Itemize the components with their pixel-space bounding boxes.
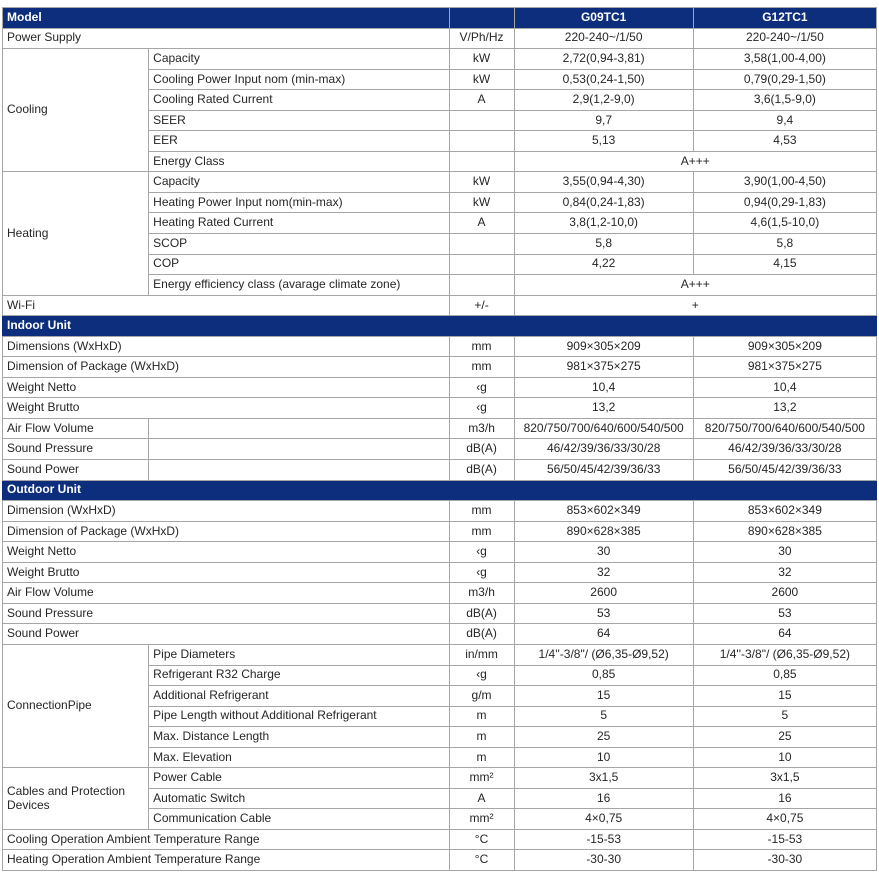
row-label-cell: Weight Netto bbox=[3, 542, 450, 563]
unit-cell: ‹g bbox=[449, 377, 514, 398]
value-cell-g09tc1: 9,7 bbox=[514, 110, 693, 131]
unit-cell: m bbox=[449, 747, 514, 768]
section-bar-label: Indoor Unit bbox=[3, 316, 877, 337]
value-cell-g12tc1: 4×0,75 bbox=[693, 809, 876, 830]
model-header-cell: Model bbox=[3, 8, 450, 29]
value-cell-g12tc1: 64 bbox=[693, 624, 876, 645]
value-cell-g12tc1: 0,79(0,29-1,50) bbox=[693, 69, 876, 90]
value-cell-g12tc1: 3,90(1,00-4,50) bbox=[693, 172, 876, 193]
table-row bbox=[3, 49, 877, 70]
value-cell-g09tc1: 32 bbox=[514, 562, 693, 583]
sub-label-cell: Power Cable bbox=[149, 768, 449, 789]
value-cell-g12tc1: 220-240~/1/50 bbox=[693, 28, 876, 49]
row-label-cell: Weight Brutto bbox=[3, 562, 450, 583]
value-cell-g12tc1: 1/4''-3/8"/ (Ø6,35-Ø9,52) bbox=[693, 644, 876, 665]
model-header-row bbox=[3, 8, 877, 29]
value-cell-g12tc1: 890×628×385 bbox=[693, 521, 876, 542]
value-cell-g12tc1: -30-30 bbox=[693, 850, 876, 871]
unit-cell: g/m bbox=[449, 686, 514, 707]
unit-cell: kW bbox=[449, 69, 514, 90]
unit-cell: ‹g bbox=[449, 542, 514, 563]
value-cell-g09tc1: 10,4 bbox=[514, 377, 693, 398]
merged-value-cell: A+++ bbox=[514, 275, 876, 296]
value-cell-g09tc1: 15 bbox=[514, 686, 693, 707]
value-cell-g09tc1: 0,85 bbox=[514, 665, 693, 686]
sub-label-cell: Automatic Switch bbox=[149, 788, 449, 809]
group-label-cell: Cooling bbox=[3, 49, 149, 172]
sub-label-cell: Capacity bbox=[149, 49, 449, 70]
unit-header-cell bbox=[449, 8, 514, 29]
value-cell-g09tc1: 25 bbox=[514, 727, 693, 748]
value-cell-g09tc1: 2,9(1,2-9,0) bbox=[514, 90, 693, 111]
sub-label-cell: SCOP bbox=[149, 234, 449, 255]
unit-cell: V/Ph/Hz bbox=[449, 28, 514, 49]
value-cell-g09tc1: 30 bbox=[514, 542, 693, 563]
row-label-cell: Air Flow Volume bbox=[3, 418, 149, 439]
unit-cell: mm² bbox=[449, 768, 514, 789]
unit-cell: A bbox=[449, 213, 514, 234]
sub-label-cell: Heating Power Input nom(min-max) bbox=[149, 192, 449, 213]
value-cell-g09tc1: 53 bbox=[514, 603, 693, 624]
unit-cell: A bbox=[449, 90, 514, 111]
empty-cell bbox=[149, 418, 449, 439]
value-cell-g09tc1: -15-53 bbox=[514, 829, 693, 850]
sub-label-cell: COP bbox=[149, 254, 449, 275]
value-cell-g09tc1: 1/4''-3/8"/ (Ø6,35-Ø9,52) bbox=[514, 644, 693, 665]
row-label-cell: Sound Power bbox=[3, 624, 450, 645]
merged-value-cell: A+++ bbox=[514, 151, 876, 172]
row-label-cell: Weight Brutto bbox=[3, 398, 450, 419]
sub-label-cell: Capacity bbox=[149, 172, 449, 193]
value-cell-g09tc1: 4,22 bbox=[514, 254, 693, 275]
table-row bbox=[3, 336, 877, 357]
row-label-cell: Dimensions (WxHxD) bbox=[3, 336, 450, 357]
spec-table-body bbox=[3, 8, 877, 871]
unit-cell: in/mm bbox=[449, 644, 514, 665]
table-row bbox=[3, 460, 877, 481]
row-label-cell: Power Supply bbox=[3, 28, 450, 49]
unit-cell: m bbox=[449, 706, 514, 727]
table-row bbox=[3, 644, 877, 665]
value-cell-g12tc1: 46/42/39/36/33/30/28 bbox=[693, 439, 876, 460]
sub-label-cell: Cooling Rated Current bbox=[149, 90, 449, 111]
unit-cell bbox=[449, 275, 514, 296]
row-label-cell: Sound Pressure bbox=[3, 439, 149, 460]
value-cell-g09tc1: 46/42/39/36/33/30/28 bbox=[514, 439, 693, 460]
unit-cell: °C bbox=[449, 850, 514, 871]
value-cell-g12tc1: 3,6(1,5-9,0) bbox=[693, 90, 876, 111]
value-cell-g09tc1: 2600 bbox=[514, 583, 693, 604]
sub-label-cell: Pipe Diameters bbox=[149, 644, 449, 665]
value-cell-g12tc1: 4,15 bbox=[693, 254, 876, 275]
value-cell-g12tc1: 15 bbox=[693, 686, 876, 707]
model-name-cell-2: G12TC1 bbox=[693, 8, 876, 29]
value-cell-g09tc1: 4×0,75 bbox=[514, 809, 693, 830]
unit-cell: mm bbox=[449, 336, 514, 357]
value-cell-g12tc1: 13,2 bbox=[693, 398, 876, 419]
value-cell-g12tc1: 4,53 bbox=[693, 131, 876, 152]
sub-label-cell: Cooling Power Input nom (min-max) bbox=[149, 69, 449, 90]
group-label-cell: ConnectionPipe bbox=[3, 644, 149, 767]
value-cell-g09tc1: 909×305×209 bbox=[514, 336, 693, 357]
table-row bbox=[3, 377, 877, 398]
value-cell-g12tc1: 0,85 bbox=[693, 665, 876, 686]
row-label-cell: Dimension of Package (WxHxD) bbox=[3, 357, 450, 378]
table-row bbox=[3, 768, 877, 789]
unit-cell: dB(A) bbox=[449, 460, 514, 481]
value-cell-g12tc1: 4,6(1,5-10,0) bbox=[693, 213, 876, 234]
row-label-cell: Dimension (WxHxD) bbox=[3, 501, 450, 522]
value-cell-g09tc1: -30-30 bbox=[514, 850, 693, 871]
table-row bbox=[3, 521, 877, 542]
table-row bbox=[3, 542, 877, 563]
unit-cell: +/- bbox=[449, 295, 514, 316]
table-row bbox=[3, 295, 877, 316]
sub-label-cell: Heating Rated Current bbox=[149, 213, 449, 234]
unit-cell bbox=[449, 234, 514, 255]
value-cell-g12tc1: 25 bbox=[693, 727, 876, 748]
unit-cell: dB(A) bbox=[449, 603, 514, 624]
row-label-cell: Sound Power bbox=[3, 460, 149, 481]
row-label-cell: Sound Pressure bbox=[3, 603, 450, 624]
value-cell-g09tc1: 220-240~/1/50 bbox=[514, 28, 693, 49]
sub-label-cell: Energy Class bbox=[149, 151, 449, 172]
group-label-cell: Cables and Protection Devices bbox=[3, 768, 149, 830]
table-row bbox=[3, 357, 877, 378]
unit-cell: mm bbox=[449, 501, 514, 522]
row-label-cell: Wi-Fi bbox=[3, 295, 450, 316]
value-cell-g09tc1: 890×628×385 bbox=[514, 521, 693, 542]
table-row bbox=[3, 398, 877, 419]
value-cell-g09tc1: 56/50/45/42/39/36/33 bbox=[514, 460, 693, 481]
value-cell-g12tc1: 16 bbox=[693, 788, 876, 809]
value-cell-g09tc1: 3,55(0,94-4,30) bbox=[514, 172, 693, 193]
unit-cell bbox=[449, 151, 514, 172]
sub-label-cell: Refrigerant R32 Charge bbox=[149, 665, 449, 686]
row-label-cell: Heating Operation Ambient Temperature Range bbox=[3, 850, 450, 871]
unit-cell: dB(A) bbox=[449, 439, 514, 460]
value-cell-g09tc1: 853×602×349 bbox=[514, 501, 693, 522]
value-cell-g09tc1: 5,13 bbox=[514, 131, 693, 152]
unit-cell: m3/h bbox=[449, 583, 514, 604]
value-cell-g12tc1: 3x1,5 bbox=[693, 768, 876, 789]
table-row bbox=[3, 439, 877, 460]
table-row bbox=[3, 603, 877, 624]
value-cell-g09tc1: 2,72(0,94-3,81) bbox=[514, 49, 693, 70]
value-cell-g12tc1: 2600 bbox=[693, 583, 876, 604]
value-cell-g09tc1: 0,84(0,24-1,83) bbox=[514, 192, 693, 213]
value-cell-g12tc1: 32 bbox=[693, 562, 876, 583]
row-label-cell: Dimension of Package (WxHxD) bbox=[3, 521, 450, 542]
unit-cell: mm bbox=[449, 357, 514, 378]
empty-cell bbox=[149, 460, 449, 481]
empty-cell bbox=[149, 439, 449, 460]
value-cell-g12tc1: 10 bbox=[693, 747, 876, 768]
value-cell-g09tc1: 3,8(1,2-10,0) bbox=[514, 213, 693, 234]
table-row bbox=[3, 418, 877, 439]
table-row bbox=[3, 28, 877, 49]
unit-cell: A bbox=[449, 788, 514, 809]
unit-cell: kW bbox=[449, 192, 514, 213]
value-cell-g12tc1: 909×305×209 bbox=[693, 336, 876, 357]
merged-value-cell: + bbox=[514, 295, 876, 316]
spec-table bbox=[2, 7, 877, 871]
section-bar-label: Outdoor Unit bbox=[3, 480, 877, 501]
value-cell-g12tc1: 9,4 bbox=[693, 110, 876, 131]
table-row bbox=[3, 172, 877, 193]
table-row bbox=[3, 583, 877, 604]
row-label-cell: Air Flow Volume bbox=[3, 583, 450, 604]
value-cell-g09tc1: 5 bbox=[514, 706, 693, 727]
sub-label-cell: Pipe Length without Additional Refrigerant bbox=[149, 706, 449, 727]
sub-label-cell: Max. Distance Length bbox=[149, 727, 449, 748]
unit-cell: mm bbox=[449, 521, 514, 542]
value-cell-g12tc1: 820/750/700/640/600/540/500 bbox=[693, 418, 876, 439]
value-cell-g12tc1: 981×375×275 bbox=[693, 357, 876, 378]
sub-label-cell: Energy efficiency class (avarage climate zone) bbox=[149, 275, 449, 296]
unit-cell: kW bbox=[449, 49, 514, 70]
sub-label-cell: Communication Cable bbox=[149, 809, 449, 830]
value-cell-g09tc1: 0,53(0,24-1,50) bbox=[514, 69, 693, 90]
value-cell-g09tc1: 5,8 bbox=[514, 234, 693, 255]
value-cell-g09tc1: 981×375×275 bbox=[514, 357, 693, 378]
model-name-cell-1: G09TC1 bbox=[514, 8, 693, 29]
value-cell-g12tc1: 5 bbox=[693, 706, 876, 727]
unit-cell bbox=[449, 254, 514, 275]
value-cell-g12tc1: 30 bbox=[693, 542, 876, 563]
value-cell-g09tc1: 820/750/700/640/600/540/500 bbox=[514, 418, 693, 439]
unit-cell bbox=[449, 131, 514, 152]
sub-label-cell: Additional Refrigerant bbox=[149, 686, 449, 707]
unit-cell: °C bbox=[449, 829, 514, 850]
value-cell-g09tc1: 3x1,5 bbox=[514, 768, 693, 789]
section-bar-row bbox=[3, 316, 877, 337]
value-cell-g12tc1: 56/50/45/42/39/36/33 bbox=[693, 460, 876, 481]
sub-label-cell: SEER bbox=[149, 110, 449, 131]
unit-cell: ‹g bbox=[449, 665, 514, 686]
value-cell-g09tc1: 16 bbox=[514, 788, 693, 809]
value-cell-g09tc1: 13,2 bbox=[514, 398, 693, 419]
table-row bbox=[3, 562, 877, 583]
section-bar-row bbox=[3, 480, 877, 501]
value-cell-g12tc1: 5,8 bbox=[693, 234, 876, 255]
unit-cell: ‹g bbox=[449, 562, 514, 583]
table-row bbox=[3, 829, 877, 850]
unit-cell bbox=[449, 110, 514, 131]
group-label-cell: Heating bbox=[3, 172, 149, 295]
row-label-cell: Cooling Operation Ambient Temperature Range bbox=[3, 829, 450, 850]
table-row bbox=[3, 624, 877, 645]
value-cell-g12tc1: 0,94(0,29-1,83) bbox=[693, 192, 876, 213]
unit-cell: ‹g bbox=[449, 398, 514, 419]
value-cell-g12tc1: 3,58(1,00-4,00) bbox=[693, 49, 876, 70]
unit-cell: m3/h bbox=[449, 418, 514, 439]
table-row bbox=[3, 501, 877, 522]
unit-cell: m bbox=[449, 727, 514, 748]
value-cell-g12tc1: 53 bbox=[693, 603, 876, 624]
value-cell-g12tc1: 853×602×349 bbox=[693, 501, 876, 522]
sub-label-cell: EER bbox=[149, 131, 449, 152]
value-cell-g12tc1: 10,4 bbox=[693, 377, 876, 398]
value-cell-g12tc1: -15-53 bbox=[693, 829, 876, 850]
sub-label-cell: Max. Elevation bbox=[149, 747, 449, 768]
unit-cell: dB(A) bbox=[449, 624, 514, 645]
row-label-cell: Weight Netto bbox=[3, 377, 450, 398]
unit-cell: mm² bbox=[449, 809, 514, 830]
table-row bbox=[3, 850, 877, 871]
value-cell-g09tc1: 64 bbox=[514, 624, 693, 645]
unit-cell: kW bbox=[449, 172, 514, 193]
value-cell-g09tc1: 10 bbox=[514, 747, 693, 768]
